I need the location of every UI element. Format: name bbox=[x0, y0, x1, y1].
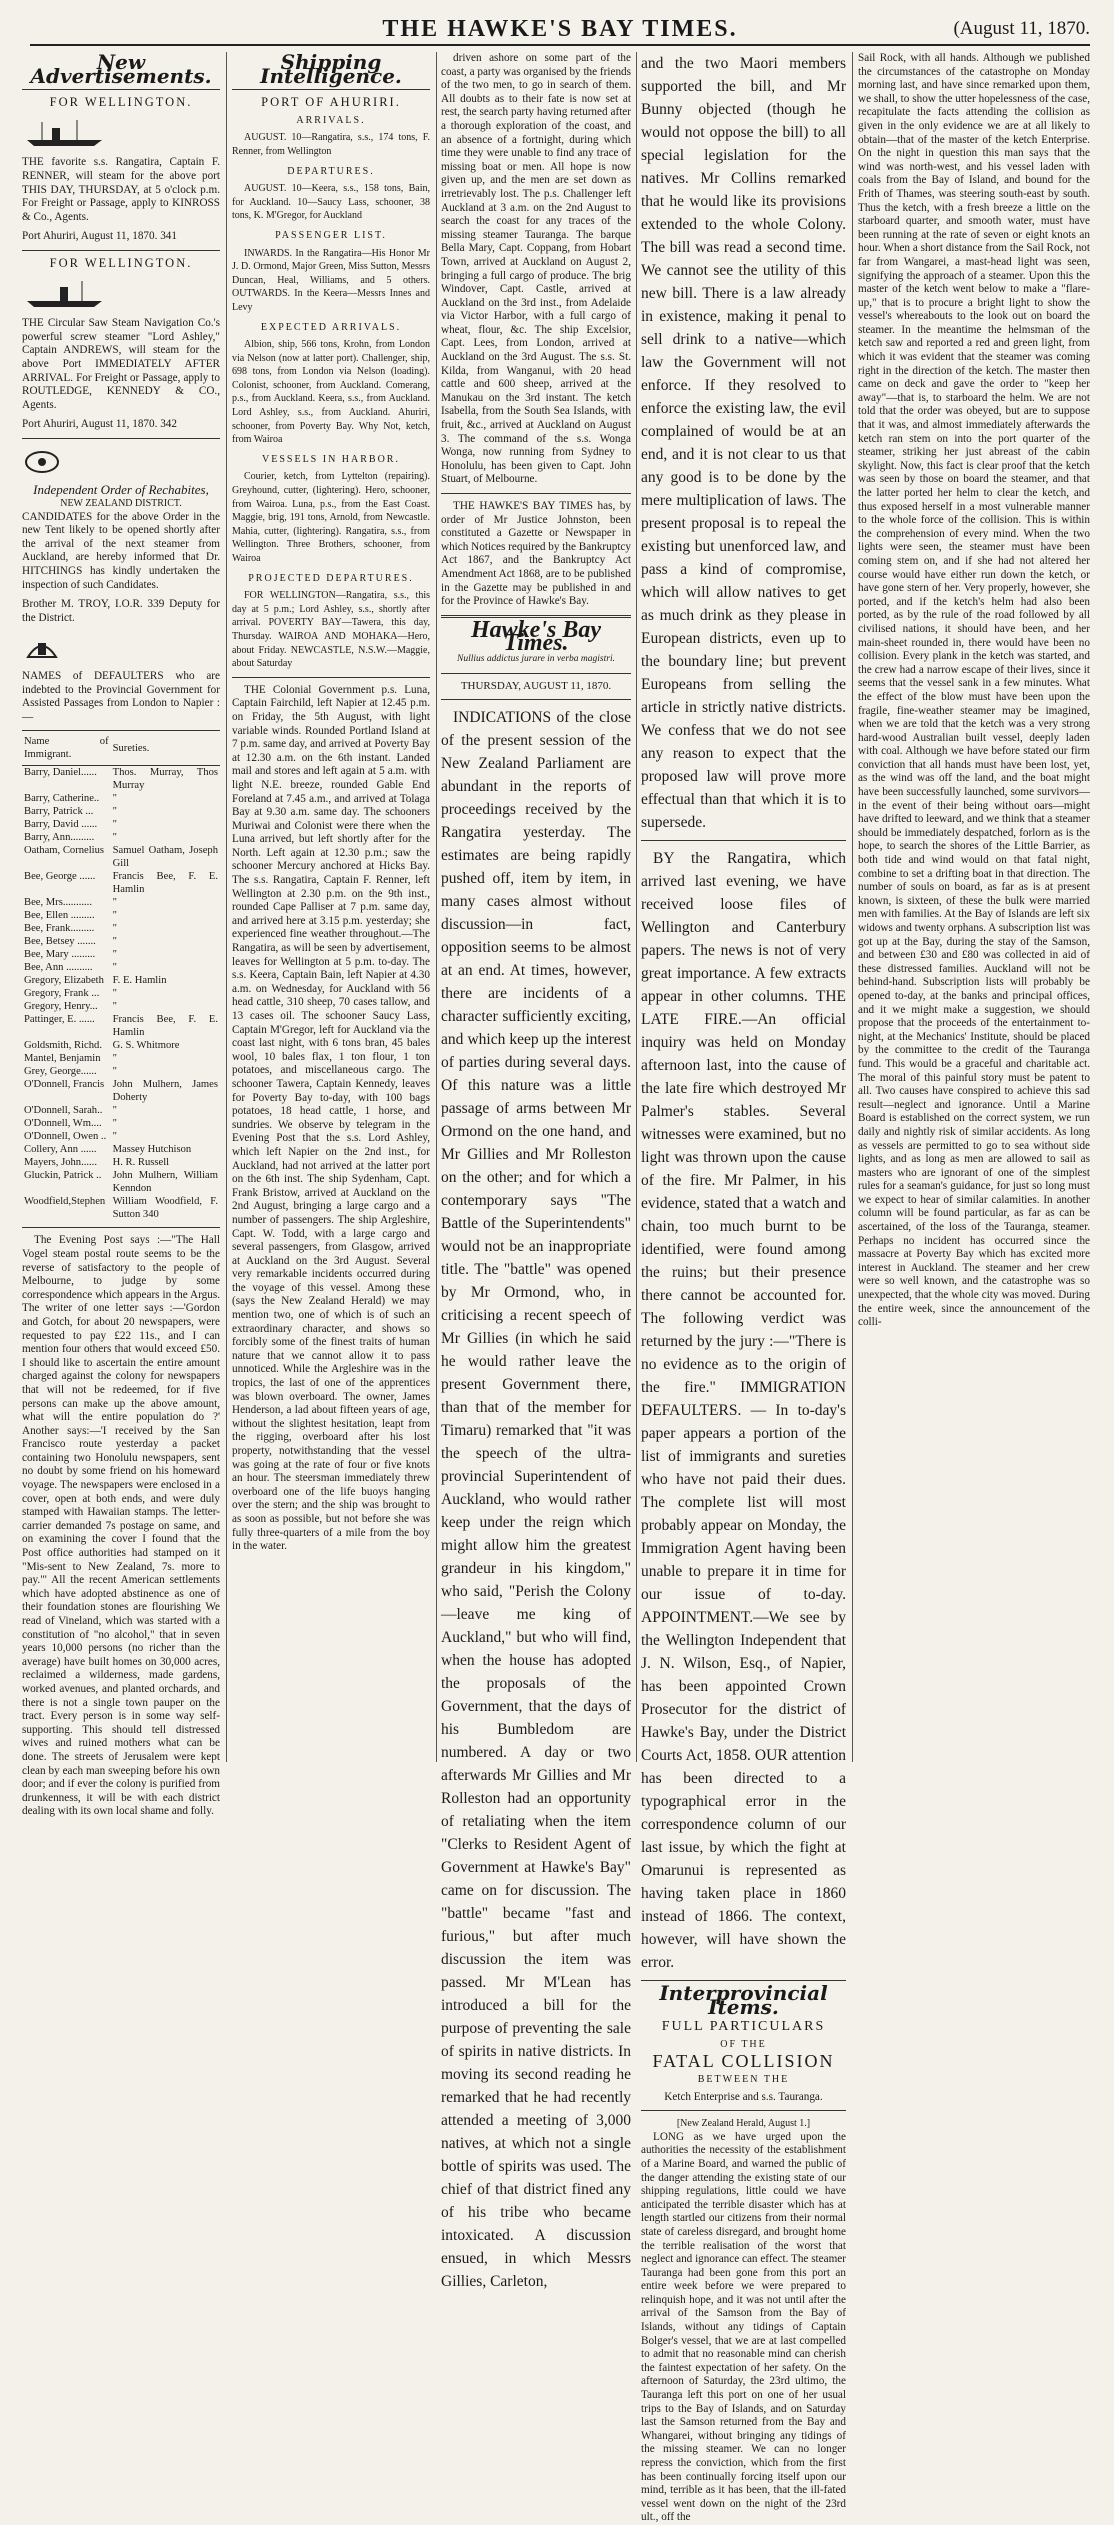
column-rule bbox=[436, 52, 437, 1762]
immigrant-name: Bee, Mrs........... bbox=[24, 897, 92, 909]
sureties: G. S. Whitmore bbox=[112, 1040, 180, 1052]
sureties: " bbox=[112, 897, 117, 909]
ad-signature: Brother M. TROY, I.O.R. 339 Deputy for the District. bbox=[22, 598, 220, 624]
section-heading: New Advertisements. bbox=[30, 50, 212, 88]
immigrant-name: Bee, Mary ......... bbox=[24, 949, 96, 961]
ad-footer: Port Ahuriri, August 11, 1870. 341 bbox=[22, 230, 177, 243]
section-heading: Interprovincial Items. bbox=[659, 1981, 828, 2019]
immigrant-name: Bee, Ann .......... bbox=[24, 962, 93, 974]
royal-arms-icon bbox=[22, 635, 62, 661]
sureties: Samuel Oatham, Joseph Gill bbox=[112, 845, 218, 870]
table-row bbox=[22, 1065, 220, 1078]
immigrant-name: O'Donnell, Wm.... bbox=[24, 1118, 102, 1130]
table-row bbox=[22, 1013, 220, 1039]
sureties: Francis Bee, F. E. Hamlin bbox=[112, 1014, 218, 1039]
immigrant-name: Goldsmith, Richd. bbox=[24, 1040, 102, 1052]
sureties: " bbox=[112, 988, 117, 1000]
immigrant-name: Gluckin, Patrick .. bbox=[24, 1170, 102, 1182]
ad-body: THE favorite s.s. Rangatira, Captain F. RENNER, will steam for the above port THIS DAY, THURSDAY, at 5 o'clock p.m. For Freight or Passage, apply to KINROSS & Co., Agents. bbox=[22, 156, 220, 223]
table-row bbox=[22, 870, 220, 896]
ad-body: CANDIDATES for the above Order in the new Tent likely to be opened shortly after the arrival of the next steamer from Auckland, are hereby informed that Dr. HITCHINGS has kindly undertaken the inspection of such Candidates. bbox=[22, 510, 220, 591]
harbor-list: Courier, ketch, from Lyttelton (repairing). Greyhound, cutter, (lightering). Hero, schooner, from Wairoa. Luna, p.s., from the East Coast. Maggie, brig, 191 tons, Arnold, from Newcastle. Mahia, cutter, (lightering). Rangatira, s.s., from Wellington. Three Brothers, schooner, from Wairoa bbox=[232, 471, 430, 564]
local-notes: BY the Rangatira, which arrived last evening, we have received loose files of Wellington and Canterbury papers. The news is not of very great importance. A few extracts appear in other columns. THE LATE FIRE.—An official inquiry was held on Monday afternoon last, into the cause of the late fire which destroyed Mr Palmer's stables. Several witnesses were examined, but no light was thrown upon the cause of the fire. Mr Palmer, in his evidence, stated that a watch and chain, too much burnt to be identified, were found among the ruins; but their presence there cannot be accounted for. The following verdict was returned by the jury :—"There is no evidence as to the origin of the fire." IMMIGRATION DEFAULTERS. — In to-day's paper appears a portion of the list of immigrants and sureties who have not paid their dues. The complete list will most probably appear on Monday, the Immigration Agent having been unable to prepare it in time for our issue of to-day. APPOINTMENT.—We see by the Wellington Independent that J. N. Wilson, Esq., of Napier, has been appointed Crown Prosecutor for the district of Hawke's Bay, under the District Courts Act, 1858. OUR attention has been directed to a typographical error in the correspondence column of our last issue, by which the fight at Omarunui is represented as having taken place in 1860 instead of 1866. The context, however, will have shown the error. bbox=[641, 850, 846, 1971]
immigrant-name: O'Donnell, Owen .. bbox=[24, 1131, 107, 1143]
table-row bbox=[22, 1052, 220, 1065]
sureties: F. E. Hamlin bbox=[112, 975, 167, 987]
subheading: EXPECTED ARRIVALS. bbox=[260, 321, 402, 333]
sureties: " bbox=[112, 910, 117, 922]
subheading: PROJECTED DEPARTURES. bbox=[248, 572, 414, 584]
immigrant-name: Barry, Catherine.. bbox=[24, 793, 100, 805]
issue-date: (August 11, 1870. bbox=[953, 18, 1090, 39]
immigrant-name: Collery, Ann ...... bbox=[24, 1144, 97, 1156]
table-row bbox=[22, 1143, 220, 1156]
table-row bbox=[22, 974, 220, 987]
immigrant-name: Gregory, Elizabeth bbox=[24, 975, 104, 987]
table-header: Name of Immigrant. bbox=[22, 731, 111, 766]
immigrant-name: Pattinger, E. ...... bbox=[24, 1014, 95, 1026]
immigrant-name: Barry, David ...... bbox=[24, 819, 98, 831]
masthead bbox=[30, 14, 1090, 46]
departures-list: AUGUST. 10—Keera, s.s., 158 tons, Bain, for Auckland. 10—Saucy Lass, schooner, 38 tons, K. M'Gregor, for Auckland bbox=[232, 183, 430, 222]
table-row bbox=[22, 1117, 220, 1130]
sureties: William Woodfield, F. Sutton 340 bbox=[112, 1196, 218, 1221]
ad-subheading: NEW ZEALAND DISTRICT. bbox=[60, 498, 182, 510]
article-body: THE Colonial Government p.s. Luna, Captain Fairchild, left Napier at 12.45 p.m. on Friday, the 5th August, with light variable winds. Rounded Portland Island at 7 p.m. same day, and arrived at Poverty Bay at 12.30 a.m. on the 6th instant. Landed mail and stores and left again at 5 a.m. with light N.E. breeze, rounded Gable End Foreland at 7.45 a.m., and arrived at Tolaga Bay at 9.30 a.m. same day. The schooners Muriwai and Colonist were there when the Luna arrived, but left shortly after for the North. Left again at 12.30 p.m.; saw the schooner Mercury anchored at Hicks Bay. The s.s. Rangatira, Captain F. Renner, left Wellington at 2.30 p.m. on the 9th inst., rounded Cape Palliser at 7 p.m. same day, and arrived here at 3.15 p.m. yesterday; she experienced fine weather throughout.—The Rangatira, as will be seen by advertisement, leaves for Wellington at 5 p.m. to-day. The s.s. Keera, Captain Bain, left Napier at 4.30 a.m. on Wednesday, for Auckland with 56 head cattle, 310 sheep, 70 cases tallow, and 13 cases oil. The schooner Saucy Lass, Captain M'Gregor, left for Auckland via the coast last night, with 6 tons bran, 45 bales wool, 10 bales flax, 1 ton flour, 1 ton potatoes, and miscellaneous cargo. The schooner Tawera, Captain Kennedy, leaves for Poverty Bay to-day, with 100 bags potatoes, 18 head cattle, 1 horse, and sundries. We observe by telegram in the Evening Post that the s.s. Lord Ashley, which left Napier on the 2nd inst., for Auckland, had not arrived at the latter port on the 6th inst. The ship Sydenham, Capt. Frank Bristow, arrived at Auckland on the 2nd August, bringing a large cargo and a number of passengers. The ship Argleshire, Capt. W. Todd, with a large cargo and several passengers, from Glasgow, arrived at Auckland on the 3rd August. Several very remarkable incidents occurred during the voyage of this vessel. Among these (says the New Zealand Herald) we may mention two, one of which is of such an extraordinary character, and shows so forcibly some of the finest traits of human nature that we cannot allow it to pass unnoticed. While the Argleshire was in the tropics, the last of one of the apprentices was blown overboard. The owner, James Henderson, a lad about fifteen years of age, without the slightest hesitation, leapt from the rigging, overboard after his lost property, notwithstanding that the vessel was going at the rate of four or five knots an hour. The steersman immediately threw overboard one of the life buoys hanging over the stern; and the ship was brought to as soon as possible, but not before she was fully three-quarters of a mile from the boy in the water. bbox=[232, 683, 430, 1553]
article-body: LONG as we have urged upon the authorities the necessity of the establishment of a Marine Board, and warned the public of the danger attending the existing state of our shipping regulations, little could we have anticipated the terrible disaster which has at length startled our citizens from their normal state of careless disregard, and brought home the terrible realisation of the worst that neglect and ignorance can effect. The steamer Tauranga had been gone from this port an entire week before we were prepared to relinquish hope, and it was not until after the arrival of the Samson from the Bay of Islands, without any tidings of Captain Bolger's vessel, that we are at last compelled to admit that no reasonable mind can cherish the faintest expectation of her safety. On the afternoon of Saturday, the 23rd ultimo, the Tauranga left this port on one of her usual trips to the Bay of Islands, and on Saturday last the Samson returned from the Bay and Whangarei, without bringing any tidings of the missing steamer. We can no longer repress the conviction, which from the first has been continually forcing itself upon our mind, terrible as it has been, that the ill-fated vessel went down on the night of the 23rd ult., off the bbox=[641, 2130, 846, 2524]
article-body: driven ashore on some part of the coast, a party was organised by the friends of the two men, to go in search of them. All doubts as to their fate is now set at rest, the search party having returned after a thorough exploration of the coast, and an absence of a fortnight, during which time they were unable to find any trace of missing boat or men. All hope is now given up, and the men are set down as irretrievably lost. The p.s. Challenger left Auckland at 3 a.m. on the 2nd August to search the coast for any traces of the missing steamer Tauranga. The barque Bella Mary, Capt. Coppang, from Hobart Town, arrived at Auckland on August 2, bringing a full cargo of produce. The brig Windover, Capt. Castle, arrived at Auckland on the 3rd inst., from Adelaide via Victor Harbor, with a full cargo of wheat, flour, &c. The ship Excelsior, Capt. Lees, from London, arrived at Auckland on the 3rd August. The s.s. St. Kilda, from Wanganui, with 20 head cattle and 600 sheep, arrived at the Manukau on the 3rd instant. The ketch Isabella, from the South Sea Islands, with fruit, &c., arrived at Auckland on August 3. The command of the s.s. Wonga Wonga, now running from Sydney to Honolulu, has been given to Capt. John Stuart, of Melbourne. bbox=[441, 52, 631, 486]
table-row bbox=[22, 961, 220, 974]
section-heading: Shipping Intelligence. bbox=[260, 50, 402, 88]
sureties: " bbox=[112, 949, 117, 961]
sureties: Francis Bee, F. E. Hamlin bbox=[112, 871, 218, 896]
subheading: VESSELS IN HARBOR. bbox=[262, 453, 400, 465]
arrivals-list: AUGUST. 10—Rangatira, s.s., 174 tons, F. Renner, from Wellington bbox=[232, 132, 430, 157]
table-row bbox=[22, 844, 220, 870]
headline: Ketch Enterprise and s.s. Tauranga. bbox=[664, 2090, 823, 2103]
ad-body: THE Circular Saw Steam Navigation Co.'s powerful screw steamer "Lord Ashley," Captain ANDREWS, will steam for the above Port IMMEDIATELY AFTER ARRIVAL. For Freight or Passage, apply to ROUTLEDGE, KENNEDY & CO., Agents. bbox=[22, 317, 220, 411]
ad-heading: FOR WELLINGTON. bbox=[49, 95, 193, 110]
table-row bbox=[22, 805, 220, 818]
column-4 bbox=[641, 52, 846, 2524]
column-3 bbox=[441, 52, 631, 2291]
table-row bbox=[22, 896, 220, 909]
immigrant-name: Barry, Patrick ... bbox=[24, 806, 94, 818]
editorial-continued: and the two Maori members supported the bill, and Mr Bunny objected (though he would not oppose the bill) to all special legislation for the natives. Mr Collins remarked that he would like its provisions extended to the whole Colony. The bill was read a second time. We cannot see the utility of this new bill. There is a law already in existence, making it penal to sell drink to a native—which law the Government will not enforce. If they resolved to enforce the existing law, the evil complained of would be at an end, and it is not clear to us that any good is to be done by the mere multiplication of laws. The present proposal is to repeal the existing but unenforced law, and pass a kind of compromise, which will allow natives to get as much drink as they please in European districts, even up to the boundary line; but prevent Europeans from selling the article in strictly native districts. We confess that we do not see any reason to expect that the proposed law will prove more effectual than that which it is to supersede. bbox=[641, 55, 846, 831]
headline-connector: BETWEEN THE bbox=[697, 2073, 790, 2085]
sureties: " bbox=[112, 923, 117, 935]
sureties: " bbox=[112, 962, 117, 974]
sureties: " bbox=[112, 1131, 117, 1143]
sureties: Massey Hutchison bbox=[112, 1144, 192, 1156]
newspaper-title: THE HAWKE'S BAY TIMES. bbox=[382, 16, 738, 42]
table-row bbox=[22, 1104, 220, 1117]
table-row bbox=[22, 1039, 220, 1052]
motto: Nullius addictus jurare in verba magistri. bbox=[457, 653, 615, 664]
immigrant-name: Bee, George ...... bbox=[24, 871, 96, 883]
ad-heading: Independent Order of Rechabites, bbox=[33, 482, 209, 498]
sureties: " bbox=[112, 1066, 117, 1078]
paper-title: Hawke's Bay Times. bbox=[471, 616, 601, 657]
sureties: " bbox=[112, 832, 117, 844]
subheading: PASSENGER LIST. bbox=[275, 229, 387, 241]
immigrant-name: Barry, Daniel...... bbox=[24, 767, 97, 779]
article-source: [New Zealand Herald, August 1.] bbox=[676, 2118, 811, 2130]
article-body: Sail Rock, with all hands. Although we published the circumstances of the catastrophe on Monday morning last, and have since remarked upon them, we shall, to show the utter hopelessness of the case, recapitulate the facts attending the collision as given in the only evidence we are at all likely to obtain—that of the master of the ketch Enterprise. On the night in question this man says that the wind was north-west, and his vessel laden with coals from the Bay of Island, and bound for the Frith of Thames, was steering south-east by south. Thus the ketch, with a fresh breeze a little on the starboard quarter, and smooth water, must have been running at the rate of seven or eight knots an hour. When a short distance from the Sail Rock, not far from Wangarei, a mast-head light was seen, signifying the approach of a steamer. Upon this the master of the ketch went below to make a "flare-up," that is to procure a bright light to show the vessel's whereabouts to the look out on board the steamer. In the meantime the helmsman of the ketch saw and reported a red and green light, from which it was evident that the steamer was coming right in the direction of the ketch. The master then came on deck and gave the order to "keep her away"—that is, to starboard the helm. We are not told that the order was obeyed, but are to suppose that it was, and almost immediately afterwards the ketch ran stem on into the port quarter of the steamer, striking her just abreast of the cabin skylight. Now, this fact is clear proof that the ketch was seen by those on board the steamer, and that the latter ported her helm to clear the ketch, and thus exposed herself in a most vulnerable manner to the whole force of the collision. This is within the comprehension of every mind. When the two lights were seen, the steamer must have been coming stem on, and if she had not altered her course would have either run down the ketch, or have gone stern of her. Very properly, however, she ported, and if the ketch's helm had also been ported, as by the rule of the road followed by all civilised nations, it should have been, and her main-sheet rounded in, there would have been no collision. Every plank in the ketch was started, and the crew had a narrow escape of their lives, since it seems that the vessel sank in a few minutes. What the effect of the blow must have been upon the fragile, fine-weather steamer may be imagined, when we are told that the ketch was a very strong hard-wood Australian built vessel, deeply laden with coal. Although we have before stated our firm conviction that all hands must have been lost, yet, as the wind was off the land, and the boat might have been successfully launched, some survivors—in the event of their being without oars—might have drifted to leeward, and we think that a steamer should be immediately despatched, forlorn as is the hope, to search the shores of the Little Barrier, as both tide and wind would on that fatal night, combine to set a drifting boat in that direction. The number of souls on board, as far as is at present known, is sixteen, of these the bulk were married men with families. At the Bay of Islands are left six widows and twenty orphans. A subscription list was got up at the Bay, during the stay of the Samson, and between £30 and £80 was collected in aid of these distressed families. Auckland will not be behind-hand. Subscription lists will probably be opened to-day, at the banks and principal offices, and it we might make a suggestion, we should propose that the proceeds of the entertainment to-night, at the Mechanics' Institute, should be placed by the committee to the credit of the Tauranga fund. This would be a graceful and charitable act. The moral of this painful story must be patent to all. Two causes have conspired to achieve this sad result—neglect and ignorance. Until a Marine Board is established on the correct system, we run daily and nightly risk of similar accidents. As long as vessels are permitted to go to sea without side lights, and as long as men are allowed to sail as masters who are ignorant of one of the simplest rules for a seaman's guidance, for just so long must we expect to hear of similar calamities. In another column will be found particular, as far as can be ascertained, of the loss of the Tauranga, steamer. Perhaps no incident has occurred since the massacre at Poverty Bay which has excited more interest in Auckland. The steamer and her crew were so well known, and the catastrophe was so unexpected, that the whole city was moved. During the entire week, since the announcement of the colli- bbox=[858, 52, 1090, 1329]
table-row bbox=[22, 1000, 220, 1013]
immigrant-name: Woodfield,Stephen bbox=[24, 1196, 106, 1208]
table-row bbox=[22, 818, 220, 831]
column-rule bbox=[636, 52, 637, 1762]
headline: FATAL COLLISION bbox=[652, 2051, 835, 2072]
immigrant-name: Grey, George...... bbox=[24, 1066, 97, 1078]
sureties: " bbox=[112, 936, 117, 948]
sureties: " bbox=[112, 819, 117, 831]
defaulters-table bbox=[22, 730, 220, 1221]
port-heading: PORT OF AHURIRI. bbox=[261, 95, 401, 110]
ad-footer: Port Ahuriri, August 11, 1870. 342 bbox=[22, 418, 177, 431]
expected-list: Albion, ship, 566 tons, Krohn, from London via Nelson (now at latter port). Challenger, ship, 698 tons, from London via Nelson (loading). Colonist, schooner, from Auckland. Comerang, p.s., from Auckland. Keera, s.s., from Auckland. Lord Ashley, s.s., from Auckland. Ahuriri, schooner, from Poverty Bay. Why Not, ketch, from Wairoa bbox=[232, 339, 430, 446]
immigrant-name: Bee, Frank......... bbox=[24, 923, 95, 935]
table-row bbox=[22, 1169, 220, 1195]
table-row bbox=[22, 831, 220, 844]
sureties: " bbox=[112, 793, 117, 805]
subheading: ARRIVALS. bbox=[296, 114, 366, 126]
column-5 bbox=[858, 52, 1090, 1762]
sureties: Thos. Murray, Thos Murray bbox=[112, 767, 218, 792]
table-row bbox=[22, 766, 220, 793]
sureties: " bbox=[112, 806, 117, 818]
table-row bbox=[22, 987, 220, 1000]
immigrant-name: O'Donnell, Francis bbox=[24, 1079, 105, 1091]
headline-connector: OF THE bbox=[720, 2038, 767, 2050]
table-row bbox=[22, 935, 220, 948]
subheading: DEPARTURES. bbox=[287, 165, 375, 177]
table-row bbox=[22, 1130, 220, 1143]
projected-list: FOR WELLINGTON—Rangatira, s.s., this day at 5 p.m.; Lord Ashley, s.s., shortly after arrival. POVERTY BAY—Tawera, this day, Thursday. WAIROA AND MOHAKA—Hero, about Friday. NEWCASTLE, N.S.W.—Maggie, about Saturday bbox=[232, 590, 430, 670]
sureties: " bbox=[112, 1001, 117, 1013]
editorial-body: INDICATIONS of the close of the present session of the New Zealand Parliament are abundant in the reports of proceedings received by the Rangatira yesterday. The estimates are being rapidly pushed off, item by item, in many cases almost without discussion—in fact, opposition seems to be almost at an end. At times, however, there are incidents of a character sufficiently exciting, and which keep up the interest of parties during several days. Of this nature was a little passage of arms between Mr Ormond on the one hand, and Mr Gillies and Mr Rolleston on the other; and for which a contemporary says "The Battle of the Superintendents" would not be an inappropriate title. The "battle" was opened by Mr Ormond, who, in criticising a recent speech of Mr Gillies (in which he said he would rather leave the present Government there, than that of the member for Timaru) remarked that "it was the speech of the ultra-provincial Superintendent of Auckland, who would rather keep under the reign which might allow him the greatest grandeur in his kingdom," who said, "Perish the Colony—leave me king of Auckland," but who will find, when the house has adopted the proposals of the Government, that the days of his Bumbledom are numbered. A day or two afterwards Mr Gillies and Mr Rolleston had an opportunity of retaliating when the item "Clerks to Resident Agent of Government at Hawke's Bay" came on for discussion. The "battle" became "fast and furious," but after much discussion the item was passed. Mr M'Lean has introduced a bill for the purpose of preventing the sale of spirits in native districts. In moving its second reading he remarked that he had recently attended a meeting of 3,000 natives, at which not a single bottle of spirits was used. The chief of that district fined any of his tribe who became intoxicated. A discussion ensued, in which Messrs Gillies, Carleton, bbox=[441, 709, 631, 2291]
immigrant-name: O'Donnell, Sarah.. bbox=[24, 1105, 103, 1117]
column-rule bbox=[226, 52, 227, 1762]
ad-heading: FOR WELLINGTON. bbox=[49, 255, 193, 270]
article-body: The Evening Post says :—"The Hall Vogel steam postal route seems to be the reverse of satisfactory to the people of Melbourne, to judge by some correspondence which appears in the Argus. The writer of one letter says :—'Gordon and Gotch, for about 20 newspapers, were requested to pay £22 11s., and I can mention four others that would exceed £50. I should like to ascertain the entire amount charged against the colony for newspapers that will not be redeemed, for if five persons can make up the above amount, what will the entire population do ?' Another says:—'I received by the San Francisco route yesterday a packet containing two Honolulu newspapers, sent no doubt by some friend on his homeward voyage. The newspapers were enclosed in a cover, open at both ends, and were duly stamped with Hawaiian stamps. The letter-carrier demanded 7s postage on same, and on examining the cover I found that the Post office authorities had stamped on it "Mis-sent to New Zealand, 7s. more to pay."' All the recent American settlements which have adopted abstinence as one of their foundation stones are flourishing We read of Vineland, which was started with a constitution of "no alcohol," that in seven years 10,000 persons (no richer than the average) have built homes on 30,000 acres, reclaimed a wilderness, made gardens, worked avenues, and planted orchards, and there is not a single town pauper on the tract. Every person is in some way self-supporting. This should tell distressed wives and ruined mothers what can be done. The streets of Jerusalem were kept clean by each man sweeping before his own door; and if ever the colony is purified from drunkenness, it will be with each district dealing with its own local shame and folly. bbox=[22, 1234, 220, 1818]
column-1 bbox=[22, 50, 220, 1818]
dateline: THURSDAY, AUGUST 11, 1870. bbox=[460, 679, 612, 692]
immigrant-name: Mantel, Benjamin bbox=[24, 1053, 101, 1065]
immigrant-name: Bee, Ellen ......... bbox=[24, 910, 95, 922]
sureties: " bbox=[112, 1118, 117, 1130]
immigrant-name: Gregory, Frank ... bbox=[24, 988, 100, 1000]
sureties: H. R. Russell bbox=[112, 1157, 170, 1169]
table-row bbox=[22, 1195, 220, 1221]
table-row bbox=[22, 1078, 220, 1104]
ad-body: NAMES of DEFAULTERS who are indebted to the Provincial Government for Assisted Passages from London to Napier :— bbox=[22, 670, 220, 723]
immigrant-name: Bee, Betsey ....... bbox=[24, 936, 96, 948]
table-row bbox=[22, 792, 220, 805]
sureties: John Mulhern, James Doherty bbox=[112, 1079, 218, 1104]
immigrant-name: Gregory, Henry... bbox=[24, 1001, 98, 1013]
immigrant-name: Mayers, John...... bbox=[24, 1157, 97, 1169]
sureties: " bbox=[112, 1053, 117, 1065]
emblem-icon bbox=[22, 449, 62, 475]
table-row bbox=[22, 948, 220, 961]
steamship-icon bbox=[22, 279, 112, 309]
sureties: John Mulhern, William Kenndon bbox=[112, 1170, 218, 1195]
sureties: " bbox=[112, 1105, 117, 1117]
immigrant-name: Oatham, Cornelius bbox=[24, 845, 105, 857]
table-row bbox=[22, 909, 220, 922]
immigrant-name: Barry, Ann......... bbox=[24, 832, 95, 844]
column-2 bbox=[232, 52, 430, 1762]
table-header: Sureties. bbox=[111, 731, 220, 766]
column-rule bbox=[852, 52, 853, 1762]
headline: FULL PARTICULARS bbox=[661, 2019, 826, 2035]
table-row bbox=[22, 922, 220, 935]
steamship-icon bbox=[22, 118, 112, 148]
passenger-list: INWARDS. In the Rangatira—His Honor Mr J. D. Ormond, Major Green, Miss Sutton, Messrs Duncan, Heal, Williams, and 5 others. OUTWARDS. In the Keera—Messrs Innes and Levy bbox=[232, 247, 430, 313]
table-row bbox=[22, 1156, 220, 1169]
gazette-notice: THE HAWKE'S BAY TIMES has, by order of Mr Justice Johnston, been constituted a Gazette or Newspaper in which Notices required by the Bankruptcy Act 1867, and the Bankruptcy Act Amendment Act 1868, are to be published in the Gazette may be published in and for the Province of Hawke's Bay. bbox=[441, 500, 631, 608]
